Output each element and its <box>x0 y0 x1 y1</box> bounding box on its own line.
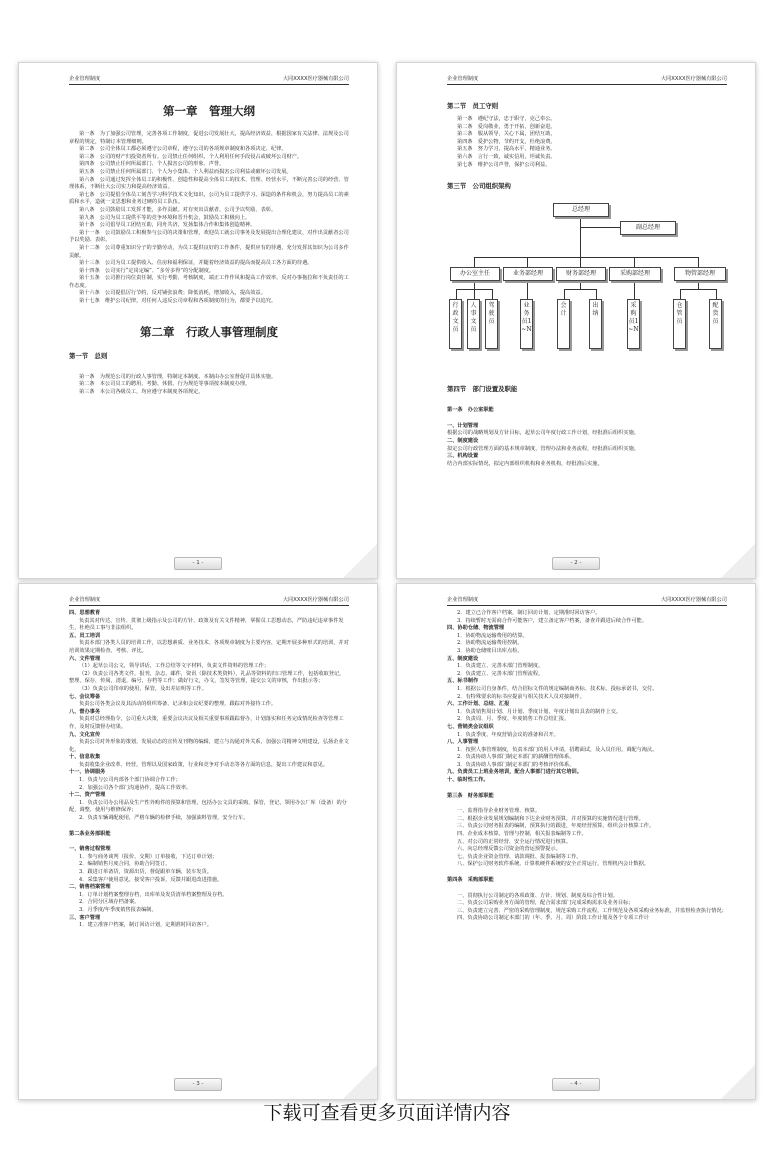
text-line: 1．协助物流运输费用的结算。 <box>457 632 528 639</box>
heading-line: 十、信息收集 <box>69 754 101 761</box>
page-number: - 4 - <box>552 1078 600 1091</box>
text-line: 二、根据企业发展规划编制和下达企业财务预算，并对预算的实施情况进行管理。 <box>457 815 644 822</box>
text-line: 2．协助物流运输费用控制。 <box>457 640 523 647</box>
text-line: 第八条 公司鼓励员工发挥才能，多作贡献。对有突出贡献者，公司予以奖励、表彰。 <box>79 206 277 213</box>
text-line: 第十三条 公司为员工提供收入、住房和福利保证，并随着经济效益的提高而提高员工各方面的待遇。 <box>79 260 313 267</box>
text-line: 第三条 公司的财产归投资者所有。公司禁止任何组织、个人利用任何手段侵占或破坏公司财产。 <box>79 153 303 160</box>
text-line: 第四条 爱护公物，节约开支，杜绝浪费。 <box>457 138 556 145</box>
header-left: 企业管理制度 <box>447 76 479 82</box>
section-title: 第三节 公司组织架构 <box>447 182 511 191</box>
heading-line: 七、会议筹备 <box>69 693 101 700</box>
article-list <box>69 131 349 306</box>
text-line: 第二条 本公司员工的聘用、考勤、休假、行为规范等事项按本制度办理。 <box>79 381 251 388</box>
org-node-warehouse: 仓管员 <box>673 299 686 349</box>
org-node-driver: 驾驶员 <box>485 299 498 349</box>
text-line: 第五条 公司禁止任何所属部门、个人为小集体、个人利益而损害公司利益或破坏公司发展。 <box>79 168 292 175</box>
text-line: 第十四条 公司实行“定岗定编”、“多劳多得”的分配制度。 <box>79 267 215 274</box>
text-line: 1．负责与公司内部各个部门协调合作工作； <box>79 777 181 784</box>
text-line: 负责公司各类会议及其活动的组织筹备、记录和会议纪要的整理，跟踪对外接待工作。 <box>79 701 277 708</box>
text-line: 第二条 爱岗敬业，勇于开拓，创新奋进。 <box>457 123 556 130</box>
spacer <box>447 869 727 877</box>
text-line: 1．建立准客户档案，制订回访计划，定期准时回访客户。 <box>79 922 212 929</box>
text-line: 3．负责协助人事部门制定本部门的考核评价体系。 <box>457 761 575 768</box>
org-node-logistics: 物管部经理 <box>674 267 726 281</box>
header-right: 大同XXXX医疗器械有限公司 <box>282 597 349 603</box>
text-line: 1．订单计划档案整理存档，出库单及发货清单档案整理及存档。 <box>79 891 228 898</box>
text-line: 负责其对传达、宣传、贯彻上级指示及公司的方针、政策及有关文件精神，掌握员工思想动态，严防违纪违章事件发生，杜绝员工事与非法组织。 <box>69 617 344 632</box>
heading-line: 四、协助仓储、物流管理 <box>447 625 505 632</box>
text-line: 第六条 公司通过发挥全体员工的积极性、创造性和提高全体员工的技术、管理、经营水平，不断完善公司的经营、管理体系，不断壮大公司实力和提高经济效益。 <box>69 176 349 191</box>
document-page-1 <box>18 62 378 579</box>
text-line: 四、负责协助公司制定本部门的（年、季、月、周）阶段工作计划及各个专项工作计 <box>457 915 649 922</box>
text-line: 第十六条 公司提倡厉行节约，反对铺张浪费；降低消耗，增加收入，提高效益。 <box>79 290 266 297</box>
heading-line: 三、客户管理 <box>69 914 101 921</box>
text-line: （2）负责公司各类文件，报刊，杂志，邮件，资讯（除技术类资料），礼品等资料的归口管理工作，包括收取登记，整理，保存，传阅，清退，编号，存档等工作；做好行文，办文，签发等管理，提交公文的审核，作出批示等； <box>69 670 345 685</box>
text-line: 第三条 服从领导，关心下属，团结互助。 <box>457 131 556 138</box>
org-node-buyer: 采购员1~N <box>627 299 640 349</box>
text-line: 第十条 公司倡导员工团结互助，同舟共济，发扬集体合作和集体创造精神。 <box>79 222 256 229</box>
org-node-ceo: 总经理 <box>553 203 609 217</box>
org-node-finance: 财务部经理 <box>556 267 606 281</box>
page-body <box>447 610 727 923</box>
spacer <box>69 838 349 846</box>
heading-line: 第二条业务部职能 <box>69 830 111 837</box>
text-line: 第二条 公司全体员工都必须遵守公司章程，遵守公司的各项规章制度和各项决定、纪律。 <box>79 146 287 153</box>
text-line: 第十一条 公司鼓励员工积极参与公司的决策和管理，欢迎员工就公司事务及发展提出合理化建议，对作出贡献者公司予以奖励、表彰。 <box>69 229 349 244</box>
text-line: 第九条 公司为员工提供平等的竞争环境和晋升机会，鼓励员工积极向上。 <box>79 214 251 221</box>
article-title: 第一条 办公室职能 <box>447 407 494 414</box>
text-line: 2．负责建立、完善本部门管理流程。 <box>457 670 544 677</box>
text-line: 1．负责公司办公用品及生产性外购件的预算和管理，包括办公文具的采购，保管，登记，领用办公厂库（设备）的分配，调整，使用与维修保养； <box>69 799 347 814</box>
section-title: 第一节 总则 <box>69 351 108 360</box>
org-node-accountant: 会计 <box>557 299 570 349</box>
header-left: 企业管理制度 <box>447 597 479 603</box>
heading-line: 二、销售档案管理 <box>69 884 111 891</box>
org-node-purchase: 采购部经理 <box>609 267 661 281</box>
text-line: 2．有特殊要求的标书应提前与相关技术人员对接制作。 <box>457 693 585 700</box>
text-line: 第十五条 公司推行岗位责任制，实行考勤、考核制度，端正工作作风和提高工作效率，反对办事拖拉和不负责任的工作态度。 <box>69 275 349 289</box>
section-title: 第二节 员工守则 <box>447 102 499 110</box>
org-node-hr-clerk: 人事文员 <box>467 299 480 349</box>
text-line: 1．负责季度、年度营销会议的准备和召开。 <box>457 731 559 738</box>
spacer <box>447 885 727 893</box>
text-line: 4．采集客户使用意见，接受客户投诉，反馈并跟进改进措施。 <box>79 876 223 883</box>
text-line: 2．加强公司各个部门沟通协作，提高工作效率。 <box>79 784 192 791</box>
heading-line: 十、临时性工作。 <box>447 777 489 784</box>
page-number: - 1 - <box>174 557 222 570</box>
text-line: 二、负责公司采购业务方面的管理，配合需求部门完成采购需求及业务目标； <box>457 900 634 907</box>
header-right: 大同XXXX医疗器械有限公司 <box>660 76 727 82</box>
org-chart <box>447 199 727 375</box>
item-title: 三、机构设置 <box>447 453 479 460</box>
text-line: 2．编制销售月度合同，协助合同签订。 <box>79 861 171 868</box>
text-line: 负责对总经理指令，公司重大决策，重要会议决议及相关重要事项跟踪督办，计划落实和任务完成情况检查等管理工作，及时反馈督办结果。 <box>69 716 344 730</box>
document-page-3 <box>18 583 378 1100</box>
document-page-2 <box>396 62 756 579</box>
heading-line: 九、负责员工上班业务培训，配合人事部门进行其它培训。 <box>447 769 582 776</box>
heading-line: 五、员工培训 <box>69 632 101 639</box>
heading-line: 七、营销类会议组织 <box>447 723 494 730</box>
org-node-cashier: 出纳 <box>589 299 602 349</box>
section-title: 第四节 部门设置及职能 <box>447 385 518 394</box>
text-line: 第五条 努力学习，提高水平，精通业务。 <box>457 146 556 153</box>
heading-line: 五、制度建设 <box>447 655 479 662</box>
item-title: 二、制度建设 <box>447 437 479 444</box>
page-header <box>447 596 727 606</box>
text-line: 第一条 为规范公司的行政人事管理，特制定本制度。本制由办公室督促并具体实施。 <box>79 373 277 380</box>
text-line: 1．根据公司自身条件，结合招标文件的规定编制商务标、技术标、投标承诺书，交付。 <box>457 685 658 692</box>
item-text: 根据公司的战略规划及方针目标，起草公司年度行政工作计划，经批准后组织实施。 <box>447 430 639 437</box>
text-line: 六、向总经理反馈公司资金的营运预警提示。 <box>457 846 561 853</box>
rule-list <box>447 116 727 169</box>
page-header <box>69 596 349 606</box>
page-body <box>69 610 349 930</box>
heading-line: 一、销售过程管理 <box>69 846 111 853</box>
text-line: 第七条 公司提倡全体员工刻苦学习科学技术文化知识，公司为员工提供学习、深造的条件和机会，努力提高员工的素质和水平，造就一支思想和业务过硬的员工队伍。 <box>69 191 349 206</box>
org-node-distributor: 配货员 <box>709 299 722 349</box>
text-line: 2．负责协助人事部门制定本部门的薪酬管理体系。 <box>457 754 575 761</box>
org-node-salesman: 业务员1~N <box>520 299 533 349</box>
text-line: （1）起草公司公文，领导讲话，工作总结等文字材料，负责文件资料的管理工作； <box>79 663 270 670</box>
text-line: 1．负责建立、完善本部门管理制度。 <box>457 663 544 670</box>
text-line: 负责收集企业改革、经营，管理以及国家政策，行业和竞争对手动态等各方面的信息，提出工作建议和意见。 <box>79 761 329 768</box>
text-line: 第四条 公司禁止任何所属部门、个人损害公司的形象、声誉。 <box>79 161 225 168</box>
text-line: 3．持续暂时无需商合作可能客户，建立备定客户档案，备查并跟进后续合作可能。 <box>457 617 648 624</box>
heading-line: 第四条 采购部职能 <box>447 877 494 883</box>
page-header <box>69 75 349 85</box>
text-line: 3．协助仓储账目出库点检。 <box>457 647 523 654</box>
org-node-office: 办公室主任 <box>450 267 500 281</box>
text-line: 2．建立已合作客户档案，制订回访计划，定期准时回访客户。 <box>457 610 601 616</box>
heading-line: 九、文化宣传 <box>69 731 101 738</box>
article-list <box>69 374 349 397</box>
text-line: 第一条 遵纪守法，忠于职守，克己奉公。 <box>457 116 556 122</box>
text-line: 第七条 维护公司声誉，保护公司利益。 <box>457 161 551 168</box>
header-left: 企业管理制度 <box>69 76 101 82</box>
org-node-admin-clerk: 行政文员 <box>449 299 462 349</box>
text-line: 2．负责车辆调配使用，严格车辆的检修手续，加强油料管理，安全行车。 <box>79 815 249 822</box>
text-line: 1．按照人事管理制度，负责本部门的用人申请，招聘面试，及入员任用，调配与淘汰。 <box>457 746 658 753</box>
heading-line: 六、文件管理 <box>69 655 101 662</box>
text-line: 五、对公司的正常经营、安全运行情况进行核算。 <box>457 838 572 845</box>
text-line: （3）负责公司印章的使用，保管，及出差证明等工作。 <box>79 685 207 692</box>
text-line: 3．月季度/年季度销售报表编制。 <box>79 906 157 913</box>
text-line: 负责本部门各类人员的培训工作，以思想素质、业务技术、各项规章制度为主要内容，定期开展多种形式的培训，并对培训效果定期检查、考核、评比。 <box>69 640 349 654</box>
heading-line: 第三条 财务部职能 <box>447 792 494 799</box>
header-left: 企业管理制度 <box>69 597 101 603</box>
text-line: 三、负责公司财务报表的编制，预算执行的跟进，年度经营预算，组织会计核算工作。 <box>457 823 655 830</box>
org-node-vice-gm: 副总经理 <box>620 221 676 235</box>
text-line: 三、负责建立完善、严密的采购管理制度，规范采购工作流程，工作规范及各项采购业务标准，并监督检查执行情况； <box>457 907 727 914</box>
text-line: 第十七条 维护公司纪律，对任何人违反公司章程和各项制度的行为，都要予以追究。 <box>79 298 277 305</box>
text-line: 1．参与商务谈判（报价、交期）订单接收，下达订单计划； <box>79 853 218 860</box>
org-node-sales: 业务部经理 <box>503 267 553 281</box>
text-line: 四、企业成本核算，管理与控制，相关报表编制等工作。 <box>457 831 587 838</box>
header-right: 大同XXXX医疗器械有限公司 <box>660 597 727 603</box>
item-text: 拟定公司行政管理方面的基本规章制度，管理办法和业务流程，经批准后组织实施。 <box>447 445 639 452</box>
page-number: - 3 - <box>174 1078 222 1091</box>
heading-line: 十二、资产管理 <box>69 792 106 799</box>
heading-line: 四、思想教育 <box>69 610 101 616</box>
item-title: 一、计划管理 <box>447 422 479 429</box>
spacer <box>447 785 727 793</box>
text-line: 负责公司对外形象的策划，发展动态的宣传及刊物的编辑，建立与沟通对外关系，加强公司精神文明建设，弘扬企业文化。 <box>69 739 349 753</box>
item-text: 结合内部实际情况，拟定内部组织机构和业务机构，经批准后实施。 <box>447 460 603 467</box>
header-right: 大同XXXX医疗器械有限公司 <box>282 76 349 82</box>
document-page-4 <box>396 583 756 1100</box>
page-number: - 2 - <box>552 557 600 570</box>
download-more-caption: 下载可查看更多页面详情内容 <box>263 1102 511 1124</box>
text-line: 第十二条 公司尊重知识分子的辛勤劳动，为员工提供良好的工作条件，提供应有的待遇，充分发挥其知识为公司多作贡献。 <box>69 244 349 259</box>
text-line: 第三条 本公司各级员工，均应遵守本制度各项规定。 <box>79 388 204 395</box>
text-line: 七、负责企业资金管理、请款调批、报表编制等工作。 <box>457 853 582 860</box>
heading-line: 六、工作计划、总结、汇报 <box>447 701 510 708</box>
heading-line: 十一、协调服务 <box>69 769 106 776</box>
heading-line: 八、督办事务 <box>69 708 101 715</box>
page-header <box>447 75 727 85</box>
text-line: 第一条 为了加强公司管理，完善各项工作制度，促进公司发展壮大，提高经济效益，根据国家有关法律、法规及公司章程的规定，特制订本管理细则。 <box>69 131 349 145</box>
chapter-title: 第一章 管理大纲 <box>163 104 255 118</box>
text-line: 2．合同分区域存档备案。 <box>79 899 140 906</box>
text-line: 一、贯彻执行公司制定的各项政策、方针、规划、制度及综合性计划。 <box>457 892 618 899</box>
text-line: 一、监督指导企业财务管理、核算。 <box>457 808 541 815</box>
function-list <box>447 423 727 469</box>
text-line: 第六条 言行一致，诚实信用，坦诚负责。 <box>457 153 556 160</box>
heading-line: 八、人事管理 <box>447 739 479 746</box>
heading-line: 五、标书制作 <box>447 678 479 685</box>
chapter-title: 第二章 行政人事管理制度 <box>140 324 278 339</box>
spacer <box>69 823 349 831</box>
text-line: 3．跟进订单备货，资源出货，督促跟单车辆，装车发货。 <box>79 869 212 875</box>
text-line: 2．负责周、月、季度、年度销售工作总结汇报。 <box>457 716 570 723</box>
text-line: 1．负责销售周计划、月计划、季度计划、年度计划出具表的制作上交。 <box>457 708 622 715</box>
text-line: 八、保护公司财务软件系统、计算机硬件系统的安全正常运行，管理机内会计数据。 <box>457 861 649 868</box>
